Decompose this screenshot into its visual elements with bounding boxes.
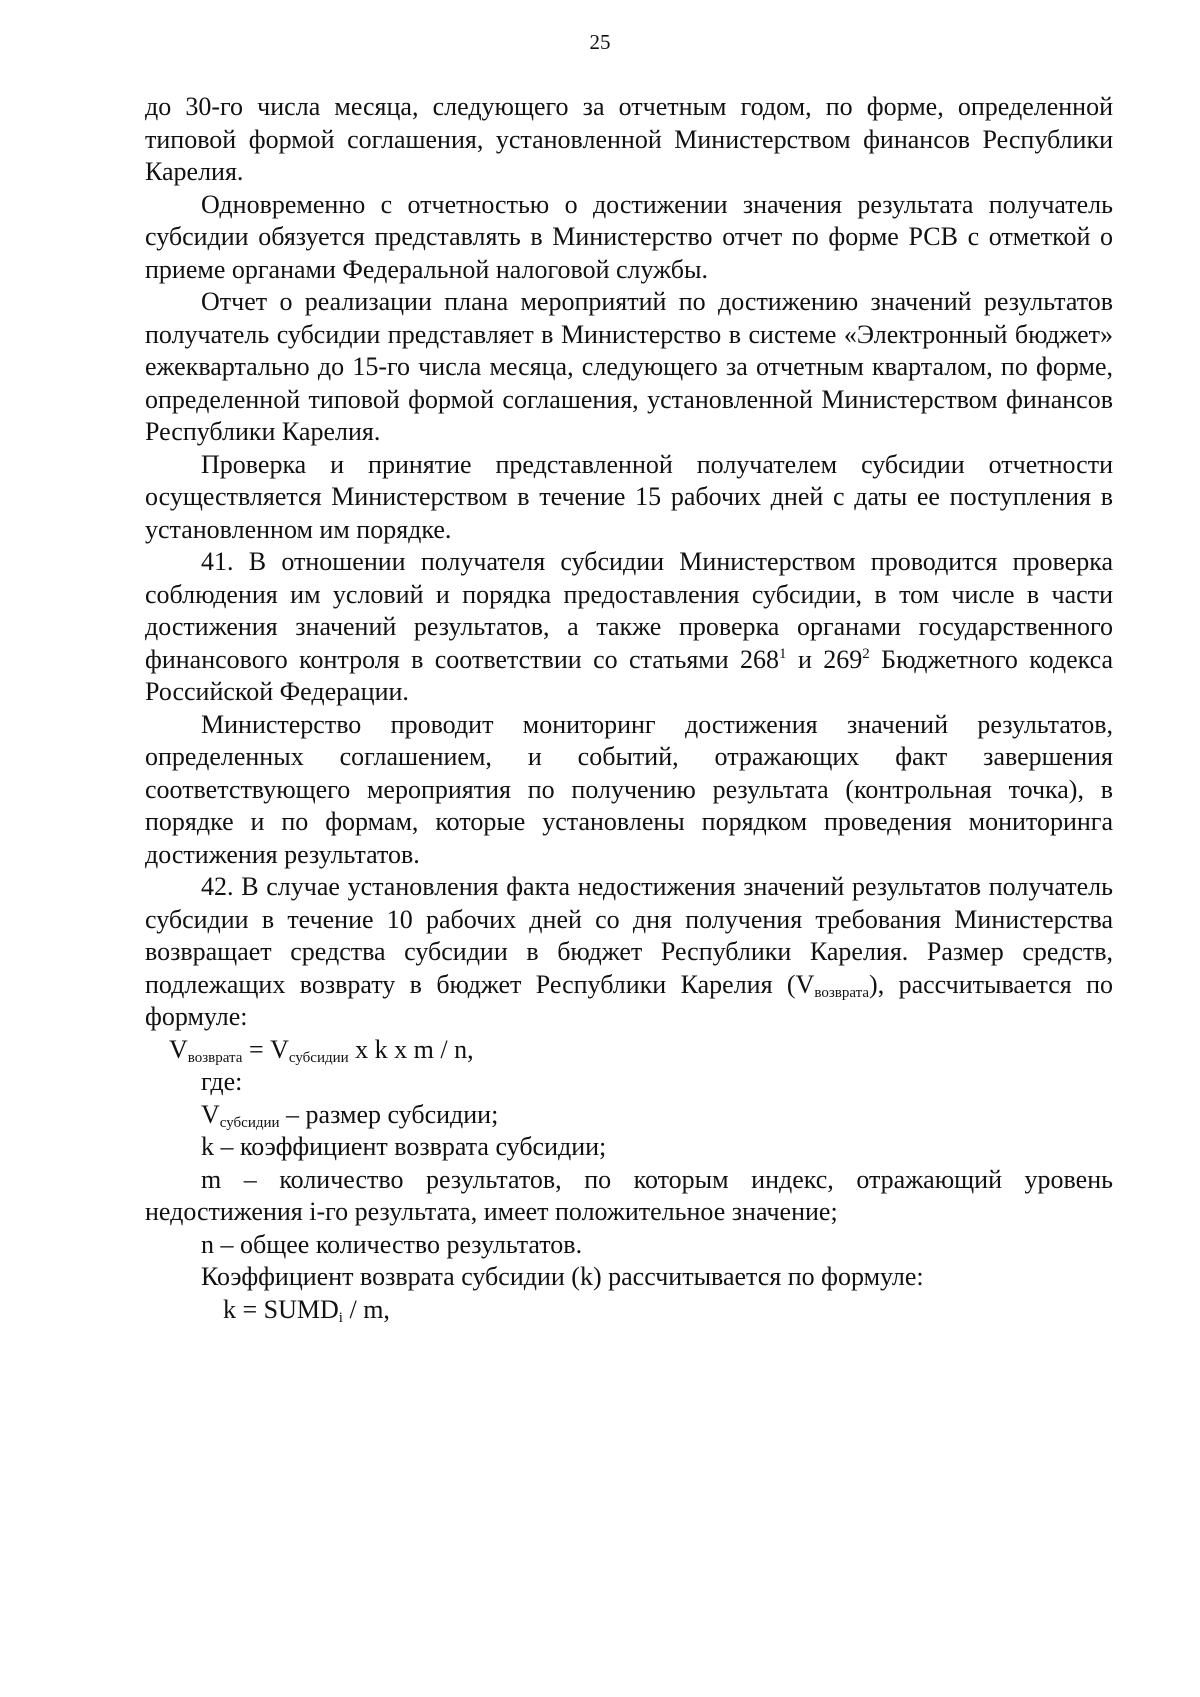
- paragraph-42: [145, 871, 1113, 1034]
- paragraph-continuation: до 30-го числа месяца, следующего за отчетным годом, по форме, определенной типовой формой соглашения, установленной Министерством финансов Республики Карелия.: [145, 92, 1113, 186]
- page-number: 25: [589, 30, 611, 54]
- legend-item-m: m – количество результатов, по которым индекс, отражающий уровень недостижения i-го результата, имеет положительное значение;: [145, 1164, 1113, 1226]
- paragraph-monitoring: Министерство проводит мониторинг достижения значений результатов, определенных соглашением, и событий, отражающих факт завершения соответствующего мероприятия по получению результата (контрольная точка), в порядке и по формам, которые установлены порядком проведения мониторинга достижения результатов.: [145, 709, 1113, 869]
- paragraph-41-text: 41. В отношении получателя субсидии Министерством проводится проверка соблюдения им условий и порядка предоставления субсидии, в том числе в части достижения значений результатов, а также проверка органами государственного финансового контроля в соответствии со статьями 268: [145, 547, 1113, 674]
- legend-item-v-subsidii: [145, 1099, 1113, 1132]
- formula-1-sub-vozvrata: возврата: [187, 1049, 243, 1066]
- legend-item-k: k – коэффициент возврата субсидии;: [201, 1132, 607, 1161]
- paragraph-41-end: Бюджетного кодекса Российской Федерации.: [145, 644, 1113, 706]
- legend-item-n: n – общее количество результатов.: [201, 1229, 583, 1259]
- legend-where: где:: [201, 1067, 243, 1096]
- superscript-1: 1: [779, 645, 787, 662]
- formula-1-rest: x k x m / n,: [348, 1034, 474, 1064]
- paragraph-verification: Проверка и принятие представленной получателем субсидии отчетности осуществляется Министерством в течение 15 рабочих дней с даты ее поступления в установленном им порядке.: [145, 449, 1113, 544]
- formula-2-lhs: k = SUMD: [223, 1294, 339, 1324]
- paragraph-coefficient: Коэффициент возврата субсидии (k) рассчитывается по формуле:: [201, 1262, 924, 1291]
- formula-2-rhs: / m,: [342, 1294, 390, 1324]
- subscript-vozvrata: возврата: [814, 984, 870, 1001]
- paragraph-41-mid: и 269: [786, 644, 863, 674]
- paragraph-42-text: 42. В случае установления факта недостижения значений результатов получатель субсидии в течение 10 рабочих дней со дня получения требования Министерства возвращает средства субсидии в бюджет Республики Карелия. Размер средств, подлежащих возврату в бюджет Республики Карелия (V: [145, 872, 1113, 999]
- legend-item-v-sub: субсидии: [219, 1114, 280, 1131]
- legend-item-v-var: V: [201, 1099, 220, 1129]
- formula-2-sub-i: i: [338, 1309, 343, 1326]
- formula-coefficient: [145, 1294, 1113, 1327]
- superscript-2: 2: [862, 645, 870, 662]
- legend-item-v-text: – размер субсидии;: [279, 1099, 499, 1129]
- paragraph-plan-report: Отчет о реализации плана мероприятий по достижению значений результатов получатель субсидии представляет в Министерство в системе «Электронный бюджет» ежеквартально до 15-го числа месяца, следующего за отчетным кварталом, по форме, определенной типовой формой соглашения, установленной Министерством финансов Республики Карелия.: [145, 287, 1113, 446]
- paragraph-41: [145, 546, 1113, 709]
- paragraph-rsv-report: Одновременно с отчетностью о достижении значения результата получатель субсидии обязуется представлять в Министерство отчет по форме РСВ с отметкой о приеме органами Федеральной налоговой службы.: [145, 189, 1113, 284]
- formula-1-sub-subsidii: субсидии: [288, 1049, 349, 1066]
- document-body: [145, 91, 1113, 1326]
- formula-return-amount: [145, 1034, 1113, 1067]
- formula-1-eq: = V: [242, 1034, 289, 1064]
- paragraph-42-end: ), рассчитывается по формуле:: [145, 969, 1113, 1031]
- formula-1-v: V: [169, 1034, 188, 1064]
